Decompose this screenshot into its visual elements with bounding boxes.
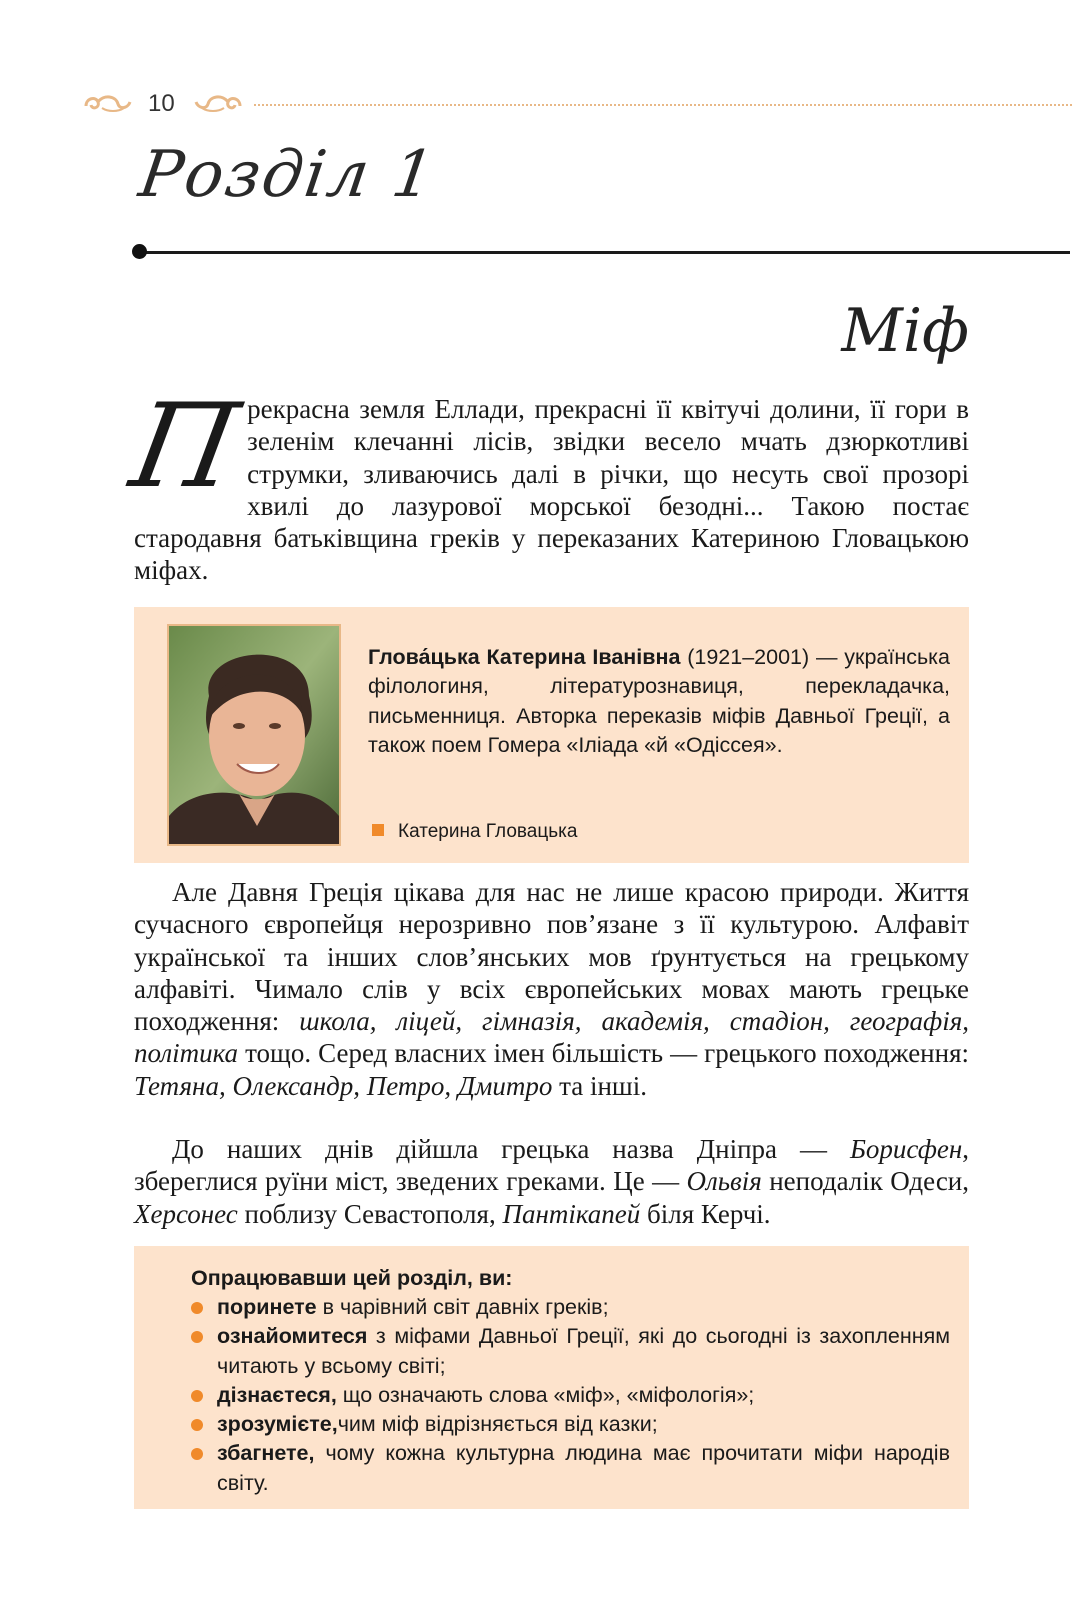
- author-bio-text: [368, 643, 950, 760]
- chapter-rule-dot: [132, 244, 147, 259]
- portrait-caption: [372, 821, 577, 843]
- text-run: , збереглися руїни міст, зведених греками. Це —: [134, 1134, 969, 1197]
- text-run: неподалік Одеси,: [761, 1166, 969, 1197]
- outcome-verb: зрозумієте,: [217, 1412, 338, 1437]
- page-number: 10: [148, 90, 175, 117]
- page-header: [82, 86, 1072, 126]
- intro-text: рекрасна земля Еллади, прекрасні її квітучі долини, її гори в зеленім клечанні лісів, звідки весело мчать дзюркотливі струмки, зливаючись далі в річки, що несуть свої прозорі хвилі до лазурової морської безодні... Такою постає стародавня батьківщина греків у переказаних Катериною Гловацькою міфах.: [134, 394, 969, 586]
- list-item: [191, 1293, 950, 1322]
- drop-cap: П: [122, 379, 248, 514]
- outcome-verb: ознайомитеся: [217, 1324, 368, 1349]
- ornament-right-icon: [192, 92, 244, 116]
- paragraph-greek-culture: [134, 876, 969, 1102]
- text-run: біля Керчі.: [640, 1198, 771, 1229]
- ornament-left-icon: [82, 92, 134, 116]
- bullet-icon: [191, 1390, 203, 1402]
- bullet-icon: [191, 1331, 203, 1343]
- author-years: (1921–2001) —: [680, 645, 845, 669]
- author-bio-box: [134, 607, 969, 863]
- italic-names: Тетяна, Олександр, Петро, Дмитро: [134, 1070, 553, 1101]
- outcomes-heading: Опрацювавши цей розділ, ви:: [191, 1266, 513, 1290]
- chapter-label: Розділ 1: [134, 138, 441, 212]
- intro-paragraph: [122, 379, 969, 587]
- italic-examples: школа, ліцей, гімназія, академія, стадіон, географія, політика: [134, 1006, 969, 1069]
- chapter-rule: [138, 251, 1070, 254]
- list-item: [191, 1439, 950, 1498]
- author-portrait: [167, 624, 341, 846]
- list-item: [191, 1410, 950, 1439]
- italic-olviia: Ольвія: [686, 1166, 762, 1197]
- outcome-verb: поринете: [217, 1295, 317, 1319]
- outcome-verb: збагнете,: [217, 1441, 315, 1466]
- header-rule: [254, 104, 1072, 106]
- list-item: [191, 1322, 950, 1381]
- text-run: та інші.: [552, 1070, 647, 1101]
- text-run: Але Давня Греція цікава для нас не лише красою природи. Життя сучасного європейця нерозривно пов’язане з її культурою. Алфавіт української та інших слов’янських мов ґрунтується на грецькому алфавіті. Чимало слів у всіх європейських мовах мають грецьке походження:: [134, 877, 969, 1037]
- text-run: тощо. Серед власних імен більшість — грецького походження:: [238, 1038, 969, 1069]
- learning-outcomes-box: [134, 1246, 969, 1509]
- outcome-verb: дізнаєтеся,: [217, 1382, 337, 1407]
- outcomes-list: [191, 1293, 950, 1498]
- text-run: До наших днів дійшла грецька назва Дніпра —: [172, 1134, 850, 1164]
- text-run: поблизу Севастополя,: [237, 1198, 503, 1229]
- outcome-text: чим міф відрізняється від казки;: [337, 1412, 658, 1437]
- outcome-text: чому кожна культурна людина має прочитати міфи народів світу.: [217, 1441, 950, 1495]
- paragraph-greek-cities: [134, 1133, 969, 1230]
- section-title: Міф: [841, 296, 969, 366]
- italic-pantikapei: Пантікапей: [502, 1198, 641, 1229]
- outcome-text: в чарівний світ давніх греків;: [316, 1295, 609, 1319]
- outcome-text: з міфами Давньої Греції, які до сьогодні із захопленням читають у всьому світі;: [217, 1324, 950, 1378]
- bullet-icon: [191, 1302, 203, 1314]
- caption-text: Катерина Гловацька: [398, 821, 578, 842]
- italic-borysfen: Борисфен: [849, 1134, 963, 1164]
- author-name: Глова́цька Катерина Іванівна: [368, 645, 681, 669]
- author-description: українська філологиня, літературознавиця, перекладачка, письменниця. Авторка переказів міфів Давньої Греції, а також поем Гомера «Іліада «й «Одіссея».: [368, 645, 950, 757]
- bullet-icon: [191, 1419, 203, 1431]
- italic-khersones: Херсонес: [134, 1198, 238, 1229]
- list-item: [191, 1381, 950, 1410]
- caption-marker-icon: [372, 824, 384, 836]
- bullet-icon: [191, 1448, 203, 1460]
- outcome-text: що означають слова «міф», «міфологія»;: [336, 1382, 755, 1407]
